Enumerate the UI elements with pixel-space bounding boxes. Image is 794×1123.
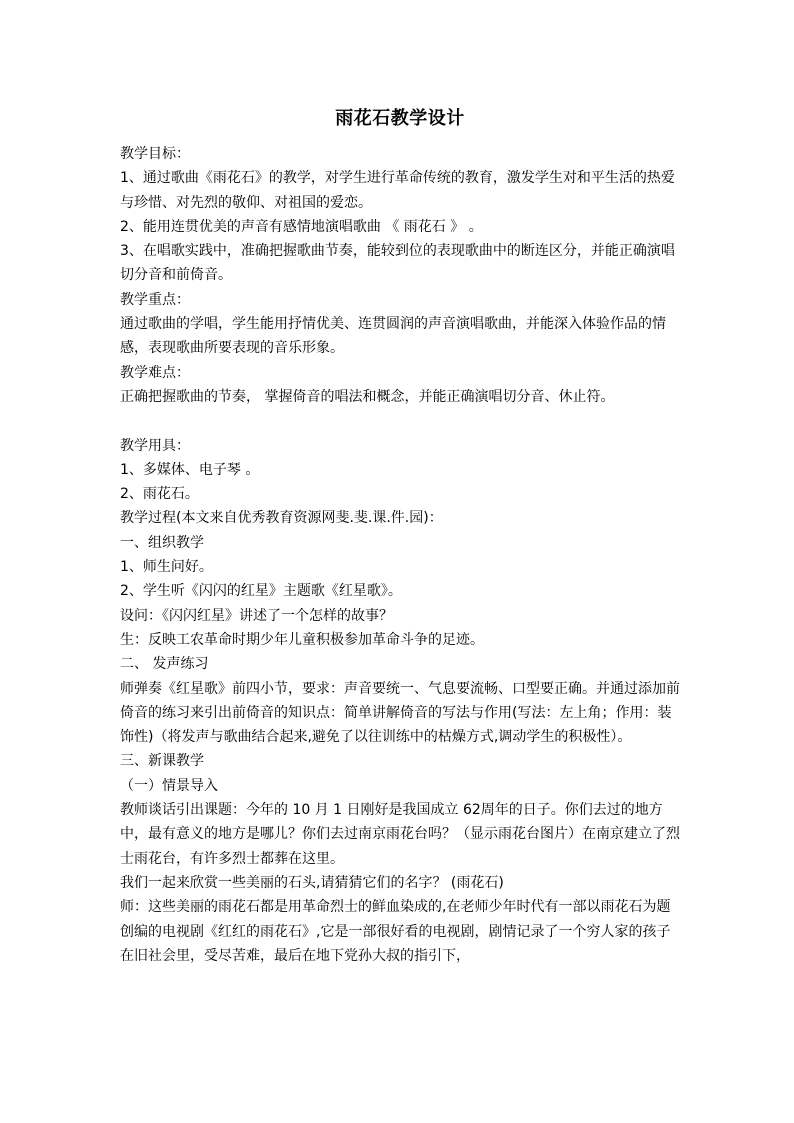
key-points-text: 通过歌曲的学唱，学生能用抒情优美、连贯圆润的声音演唱歌曲，并能深入体验作品的情感，表现歌曲所要表现的音乐形象。 <box>120 316 666 357</box>
objective-item-2: 2、能用连贯优美的声音有感情地演唱歌曲 《 雨花石 》 。 <box>120 218 483 235</box>
objective-item-1: 1、通过歌曲《雨花石》的教学，对学生进行革命传统的教育，激发学生对和平生活的热爱与珍惜、对先烈的敬仰、对祖国的爱恋。 <box>120 170 675 211</box>
process-step-1-item-2: 2、学生听《闪闪的红星》主题歌《红星歌》。 <box>120 583 402 600</box>
section-heading-key-points: 教学重点： <box>120 291 190 308</box>
process-step-3-heading: 三、新课教学 <box>120 753 204 770</box>
blank-line <box>120 409 680 433</box>
tools-item-2: 2、雨花石。 <box>120 486 199 503</box>
section-heading-tools: 教学用具： <box>120 437 190 454</box>
student-answer-text: 生：反映工农革命时期少年儿童积极参加革命斗争的足迹。 <box>120 631 484 648</box>
subsection-heading-intro: （一）情景导入 <box>120 777 218 794</box>
teacher-intro-text: 教师谈话引出课题：今年的 10 月 1 日刚好是我国成立 62周年的日子。你们去过的地方中，最有意义的地方是哪儿？你们去过南京雨花台吗？（显示雨花台图片）在南京建立了烈士雨花台，有许多烈士都葬在这里。 <box>120 802 680 867</box>
tools-item-1: 1、多媒体、电子琴 。 <box>120 461 260 478</box>
document-title: 雨花石教学设计 <box>335 108 465 129</box>
process-step-1-item-1: 1、师生问好。 <box>120 559 213 576</box>
section-heading-difficulties: 教学难点： <box>120 364 190 381</box>
document-body <box>120 142 680 968</box>
section-heading-process: 教学过程(本文来自优秀教育资源网斐.斐.课.件.园)： <box>120 510 443 527</box>
process-step-1-heading: 一、组织教学 <box>120 534 204 551</box>
teacher-story-text: 师：这些美丽的雨花石都是用革命烈士的鲜血染成的,在老师少年时代有一部以雨花石为题创编的电视剧《红红的雨花石》,它是一部很好看的电视剧，剧情记录了一个穷人家的孩子在旧社会里，受尽苦难，最后在地下党孙大叔的指引下， <box>120 899 671 964</box>
difficulties-text: 正确把握歌曲的节奏， 掌握倚音的唱法和概念，并能正确演唱切分音、休止符。 <box>120 388 615 405</box>
question-text: 设问：《闪闪红星》讲述了一个怎样的故事？ <box>120 607 393 624</box>
vocal-practice-text: 师弹奏《红星歌》前四小节，要求：声音要统一、气息要流畅、口型要正确。并通过添加前倚音的练习来引出前倚音的知识点：简单讲解倚音的写法与作用(写法：左上角；作用：装饰性)（将发声与歌曲结合起来,避免了以往训练中的枯燥方式,调动学生的积极性）。 <box>120 680 680 746</box>
objective-item-3: 3、在唱歌实践中，准确把握歌曲节奏，能较到位的表现歌曲中的断连区分，并能正确演唱切分音和前倚音。 <box>120 243 675 284</box>
stone-appreciation-text: 我们一起来欣赏一些美丽的石头,请猜猜它们的名字？ (雨花石) <box>120 874 504 891</box>
document-page <box>120 104 680 968</box>
process-step-2-heading: 二、 发声练习 <box>120 656 209 673</box>
section-heading-objectives: 教学目标： <box>120 146 190 162</box>
